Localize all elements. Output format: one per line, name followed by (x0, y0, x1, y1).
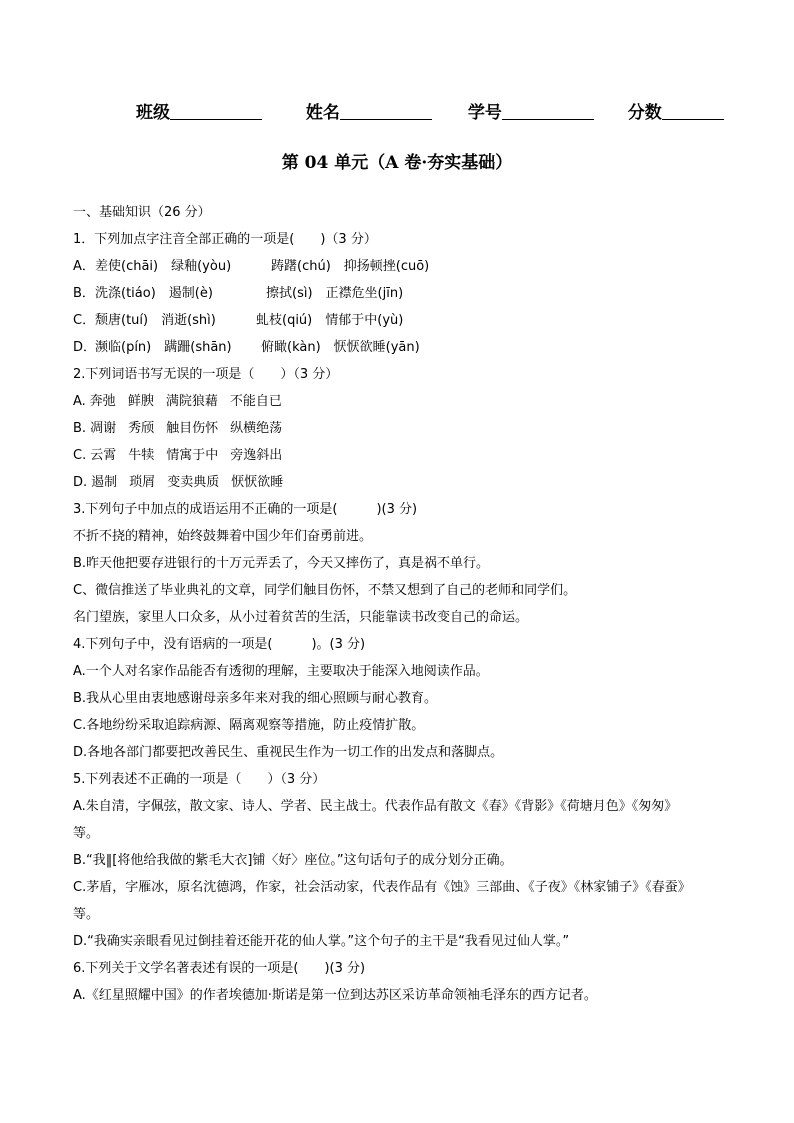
question-2-option-d: D. 遏制 琐屑 变卖典质 恹恹欲睡 (73, 475, 284, 490)
question-5-stem: 5.下列表述不正确的一项是（ ）（3 分） (73, 772, 326, 787)
question-3-stem: 3.下列句子中加点的成语运用不正确的一项是( )(3 分) (73, 502, 418, 517)
question-2-option-c: C. 云霄 牛犊 情寓于中 旁逸斜出 (73, 448, 283, 463)
question-6-stem: 6.下列关于文学名著表述有误的一项是( )(3 分) (73, 961, 366, 976)
question-4-option-a: A.一个人对名家作品能否有透彻的理解，主要取决于能深入地阅读作品。 (73, 664, 489, 679)
question-4-stem: 4.下列句子中，没有语病的一项是( )。(3 分) (73, 637, 366, 652)
question-1-stem: 1．下列加点字注音全部正确的一项是( )（3 分） (73, 232, 377, 247)
question-4-option-d: D.各地各部门都要把改善民生、重视民生作为一切工作的出发点和落脚点。 (73, 745, 504, 760)
class-blank[interactable] (170, 102, 262, 120)
score-blank[interactable] (662, 102, 724, 120)
name-blank[interactable] (340, 102, 432, 120)
name-field (306, 98, 432, 123)
question-1-option-a: A． 差使(chāi) 绿釉(yòu) 踌躇(chú) 抑扬顿挫(cuō) (73, 259, 430, 274)
question-5-option-d: D.“我确实亲眼看见过倒挂着还能开花的仙人掌。”这个句子的主干是“我看见过仙人掌。” (73, 934, 570, 949)
score-field (628, 98, 724, 123)
student-id-label: 学号 (467, 103, 502, 123)
question-3-option-b: B.昨天他把要存进银行的十万元弄丢了，今天又摔伤了，真是祸不单行。 (73, 556, 490, 571)
exam-body (73, 199, 733, 1009)
student-id-field (468, 98, 594, 123)
question-1-option-b: B． 洗涤(tiáo) 遏制(è) 擦拭(sì) 正襟危坐(jīn) (73, 286, 404, 301)
question-5-option-a-cont: 等。 (73, 826, 100, 841)
question-1-option-d: D． 濒临(pín) 蹒跚(shān) 俯瞰(kàn) 恹恹欲睡(yān) (73, 340, 420, 355)
question-3-option-a: 不折不挠的精神，始终鼓舞着中国少年们奋勇前进。 (73, 529, 373, 544)
question-5-option-c: C.茅盾，字雁冰，原名沈德鸿，作家，社会活动家，代表作品有《蚀》三部曲、《子夜》《林家铺子》《春蚕》 (73, 880, 691, 895)
question-2-option-b: B. 凋谢 秀颀 触目伤怀 纵横绝荡 (73, 421, 283, 436)
question-3-option-c: C、微信推送了毕业典礼的文章，同学们触目伤怀，不禁又想到了自己的老师和同学们。 (73, 583, 577, 598)
class-field (136, 98, 262, 123)
name-label: 姓名 (305, 103, 340, 123)
question-5-option-b: B.“我‖[将他给我做的紫毛大衣]铺〈好〉座位。”这句话句子的成分划分正确。 (73, 853, 513, 868)
section-heading: 一、基础知识（26 分） (73, 205, 211, 220)
question-2-option-a: A. 奔弛 鲜腴 满院狼藉 不能自已 (73, 394, 282, 409)
question-3-option-d: 名门望族，家里人口众多，从小过着贫苦的生活，只能靠读书改变自己的命运。 (73, 610, 529, 625)
question-1-option-c: C． 颓唐(tuí) 消逝(shì) 虬枝(qiú) 情郁于中(yù) (73, 313, 404, 328)
class-label: 班级 (136, 103, 170, 123)
page-title: 第 04 单元（A 卷·夯实基础） (281, 153, 513, 173)
student-info-header (136, 98, 724, 123)
student-id-blank[interactable] (502, 102, 594, 120)
question-4-option-b: B.我从心里由衷地感谢母亲多年来对我的细心照顾与耐心教育。 (73, 691, 438, 706)
score-label: 分数 (627, 103, 662, 123)
question-5-option-c-cont: 等。 (73, 907, 100, 922)
question-6-option-a: A.《红星照耀中国》的作者埃德加·斯诺是第一位到达苏区采访革命领袖毛泽东的西方记者。 (73, 988, 597, 1003)
question-4-option-c: C.各地纷纷采取追踪病源、隔离观察等措施，防止疫情扩散。 (73, 718, 425, 733)
question-2-stem: 2.下列词语书写无误的一项是（ ）（3 分） (73, 367, 339, 382)
question-5-option-a: A.朱自清，字佩弦，散文家、诗人、学者、民主战士。代表作品有散文《春》《背影》《荷塘月色》《匆匆》 (73, 799, 678, 814)
